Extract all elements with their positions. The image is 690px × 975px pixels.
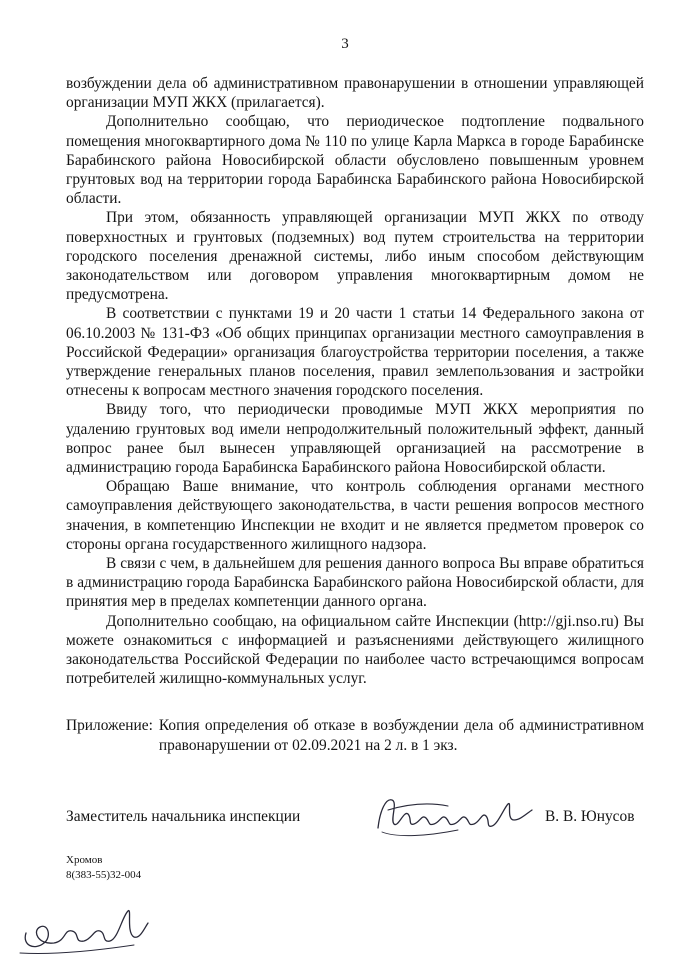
paragraph: Ввиду того, что периодически проводимые МУП ЖКХ мероприятия по удалению грунтовых вод имели непродолжительный положительный эффект, данный вопрос ранее был вынесен управляющей организацией на рассмотрение в администрацию города Барабинска Барабинского района Новосибирской области. <box>66 401 644 477</box>
handwritten-initials <box>14 893 154 963</box>
attachment-text: Копия определения об отказе в возбуждении дела об административном правонарушении от 02.09.2021 на 2 л. в 1 экз. <box>158 717 644 754</box>
handwritten-signature <box>368 780 538 850</box>
paragraph: Дополнительно сообщаю, на официальном сайте Инспекции (http://gji.nso.ru) Вы можете ознакомиться с информацией и разъяснениями действующего жилищного законодательства Российской Федерации по наиболее часто встречающимся вопросам потребителей жилищно-коммунальных услуг. <box>66 612 644 688</box>
paragraph: Дополнительно сообщаю, что периодическое подтопление подвального помещения многоквартирного дома № 110 по улице Карла Маркса в городе Барабинске Барабинского района Новосибирской области обусловлено повышенным уровнем грунтовых вод на территории города Барабинска Барабинского района Новосибирской области. <box>66 113 644 208</box>
paragraph: При этом, обязанность управляющей организации МУП ЖКХ по отводу поверхностных и грунтовых (подземных) вод путем строительства на территории городского поселения дренажной системы, либо иным способом действующим законодательством или договором управления многоквартирным домом не предусмотрена. <box>66 209 644 304</box>
signatory-name: В. В. Юнусов <box>545 808 635 825</box>
letter-body <box>66 74 644 689</box>
paragraph: возбуждении дела об административном правонарушении в отношении управляющей организации МУП ЖКХ (прилагается). <box>66 75 644 112</box>
attachment-block <box>66 716 644 756</box>
executor-phone: 8(383-55)32-004 <box>66 869 142 881</box>
page-number: 3 <box>341 36 349 52</box>
attachment-label: Приложение: <box>66 717 153 734</box>
paragraph: В связи с чем, в дальнейшем для решения данного вопроса Вы вправе обратиться в администрацию города Барабинска Барабинского района Новосибирской области, для принятия мер в пределах компетенции данного органа. <box>66 555 644 611</box>
executor-name: Хромов <box>66 854 103 866</box>
paragraph: В соответствии с пунктами 19 и 20 части 1 статьи 14 Федерального закона от 06.10.2003 № 131-ФЗ «Об общих принципах организации местного самоуправления в Российской Федерации» организация благоустройства территории поселения, а также утверждение генеральных планов поселения, правил землепользования и застройки отнесены к вопросам местного значения городского поселения. <box>66 305 644 400</box>
signatory-position: Заместитель начальника инспекции <box>66 808 301 825</box>
paragraph: Обращаю Ваше внимание, что контроль соблюдения органами местного самоуправления действующего законодательства, в части решения вопросов местного значения, в компетенцию Инспекции не входит и не является предметом проверок со стороны органа государственного жилищного надзора. <box>66 478 644 553</box>
executor-info <box>66 853 141 883</box>
